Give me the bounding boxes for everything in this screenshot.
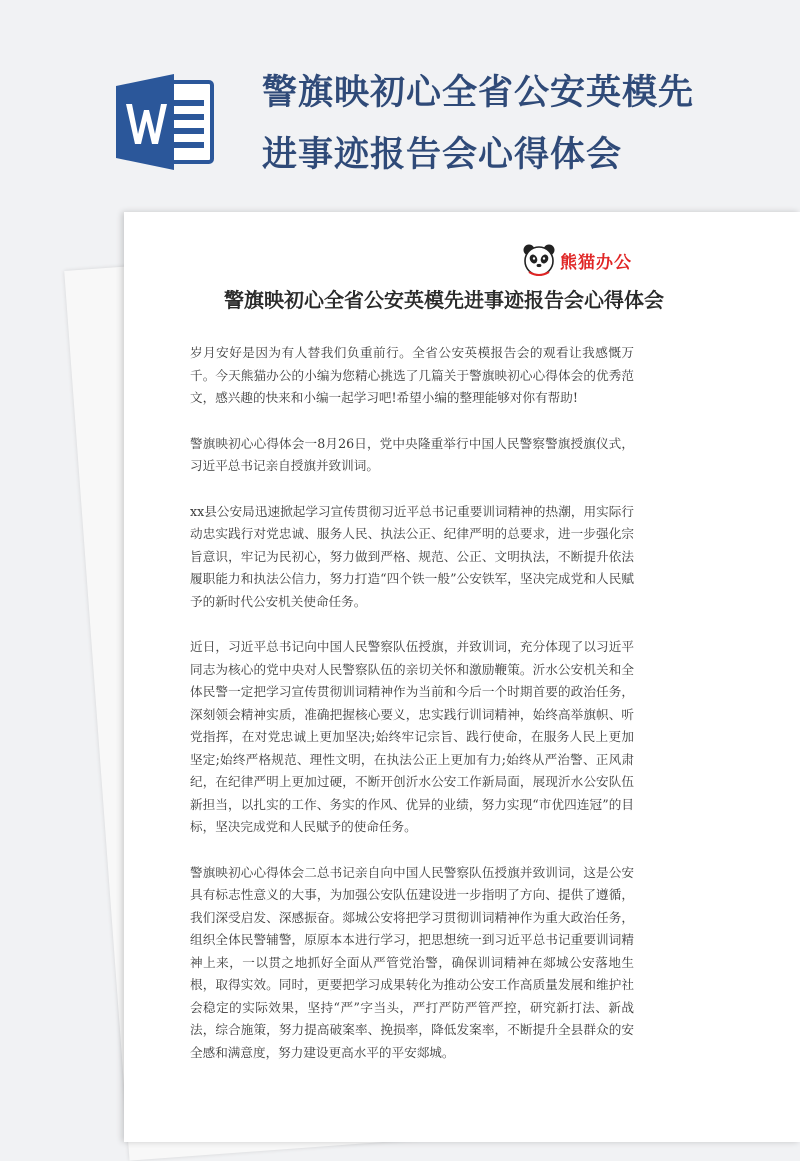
page-header [0,0,800,200]
paragraph-4: 警旗映初心心得体会二总书记亲自向中国人民警察队伍授旗并致训词，这是公安具有标志性意义的大事，为加强公安队伍建设进一步指明了方向、提供了遵循，我们深受启发、深感振奋。郯城公安将把学习贯彻训词精神作为重大政治任务，组织全体民警辅警，原原本本进行学习，把思想统一到习近平总书记重要训词精神上来，一以贯之地抓好全面从严管党治警，确保训词精神在郯城公安落地生根，取得实效。同时，更要把学习成果转化为推动公安工作高质量发展和维护社会稳定的实际效果，坚持“严”字当头，严打严防严管严控，研究新打法、新战法，综合施策，努力提高破案率、挽损率，降低发案率，不断提升全县群众的安全感和满意度，努力建设更高水平的平安郯城。 [190,864,634,1060]
document-page [124,212,800,1142]
paragraph-2: xx县公安局迅速掀起学习宣传贯彻习近平总书记重要训词精神的热潮，用实际行动忠实践行对党忠诚、服务人民、执法公正、纪律严明的总要求，进一步强化宗旨意识，牢记为民初心，努力做到严格、规范、公正、文明执法，不断提升依法履职能力和执法公信力，努力打造“四个铁一般”公安铁军，坚决完成党和人民赋予的新时代公安机关使命任务。 [190,503,634,609]
paragraph-intro: 岁月安好是因为有人替我们负重前行。全省公安英模报告会的观看让我感慨万千。今天熊猫办公的小编为您精心挑选了几篇关于警旗映初心心得体会的优秀范文，感兴趣的快来和小编一起学习吧!希望小编的整理能够对你有帮助! [190,345,634,405]
document-title: 警旗映初心全省公安英模先进事迹报告会心得体会 [224,288,664,312]
panda-icon [522,243,556,277]
word-document-icon [112,70,216,174]
paragraph-3: 近日，习近平总书记向中国人民警察队伍授旗，并致训词，充分体现了以习近平同志为核心的党中央对人民警察队伍的亲切关怀和激励鞭策。沂水公安机关和全体民警一定把学习宣传贯彻训词精神作为当前和今后一个时期首要的政治任务，深刻领会精神实质，准确把握核心要义，忠实践行训词精神，始终高举旗帜、听党指挥，在对党忠诚上更加坚决;始终牢记宗旨、践行使命，在服务人民上更加坚定;始终严格规范、理性文明，在执法公正上更加有力;始终从严治警、正风肃纪，在纪律严明上更加过硬，不断开创沂水公安工作新局面，展现沂水公安队伍新担当，以扎实的工作、务实的作风、优异的业绩，努力实现“市优四连冠”的目标，坚决完成党和人民赋予的使命任务。 [190,639,634,834]
paragraph-1: 警旗映初心心得体会一8月26日，党中央隆重举行中国人民警察警旗授旗仪式，习近平总书记亲自授旗并致训词。 [190,435,634,473]
document-body [190,342,634,1087]
header-title: 警旗映初心全省公安英模先进事迹报告会心得体会 [262,72,695,175]
brand-logo [522,240,632,280]
brand-name: 熊猫办公 [560,252,632,273]
